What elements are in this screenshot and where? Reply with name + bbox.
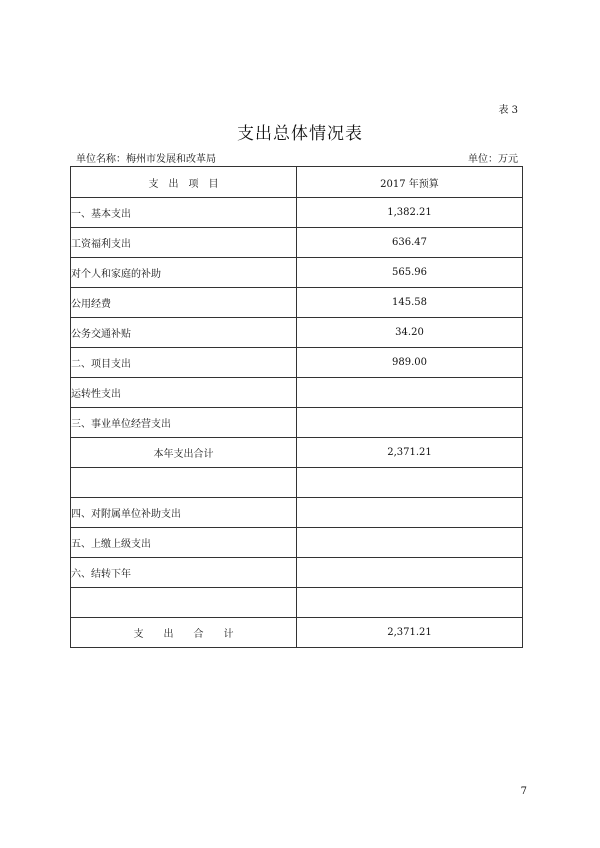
table-header-row xyxy=(71,167,523,198)
table-row xyxy=(71,348,523,378)
row-value: 34.20 xyxy=(297,318,523,348)
row-label: 六、结转下年 xyxy=(71,558,297,588)
row-label: 本年支出合计 xyxy=(71,438,297,468)
table-row xyxy=(71,258,523,288)
row-label: 二、项目支出 xyxy=(71,348,297,378)
row-value: 636.47 xyxy=(297,228,523,258)
row-value: 1,382.21 xyxy=(297,198,523,228)
table-row xyxy=(71,288,523,318)
column-header-item: 支 出 项 目 xyxy=(71,167,297,198)
row-label: 公用经费 xyxy=(71,288,297,318)
row-value: 2,371.21 xyxy=(297,438,523,468)
row-value xyxy=(297,378,523,408)
expenditure-table xyxy=(70,166,523,648)
row-value: 2,371.21 xyxy=(297,618,523,648)
page-title: 支出总体情况表 xyxy=(237,124,363,144)
row-value xyxy=(297,558,523,588)
row-label: 工资福利支出 xyxy=(71,228,297,258)
row-value xyxy=(297,498,523,528)
subtotal-row xyxy=(71,438,523,468)
table-row xyxy=(71,528,523,558)
row-value: 145.58 xyxy=(297,288,523,318)
row-label: 三、事业单位经营支出 xyxy=(71,408,297,438)
row-value: 989.00 xyxy=(297,348,523,378)
table-number: 表 3 xyxy=(498,105,518,116)
table-row xyxy=(71,558,523,588)
row-label: 五、上缴上级支出 xyxy=(71,528,297,558)
table-row xyxy=(71,378,523,408)
row-label: 四、对附属单位补助支出 xyxy=(71,498,297,528)
table-row xyxy=(71,408,523,438)
row-label: 支 出 合 计 xyxy=(71,618,297,648)
page-number: 7 xyxy=(520,786,527,797)
unit-name: 单位名称：梅州市发展和改革局 xyxy=(76,154,216,165)
table-row xyxy=(71,228,523,258)
row-value xyxy=(297,408,523,438)
row-value xyxy=(297,468,523,498)
row-label xyxy=(71,468,297,498)
row-label xyxy=(71,588,297,618)
column-header-budget: 2017 年预算 xyxy=(297,167,523,198)
total-row xyxy=(71,618,523,648)
empty-row xyxy=(71,468,523,498)
table-row xyxy=(71,318,523,348)
table-row xyxy=(71,498,523,528)
currency-unit: 单位：万元 xyxy=(468,154,518,165)
row-label: 运转性支出 xyxy=(71,378,297,408)
row-label: 对个人和家庭的补助 xyxy=(71,258,297,288)
table-row xyxy=(71,198,523,228)
empty-row xyxy=(71,588,523,618)
row-label: 公务交通补贴 xyxy=(71,318,297,348)
row-value xyxy=(297,528,523,558)
row-value xyxy=(297,588,523,618)
row-label: 一、基本支出 xyxy=(71,198,297,228)
row-value: 565.96 xyxy=(297,258,523,288)
